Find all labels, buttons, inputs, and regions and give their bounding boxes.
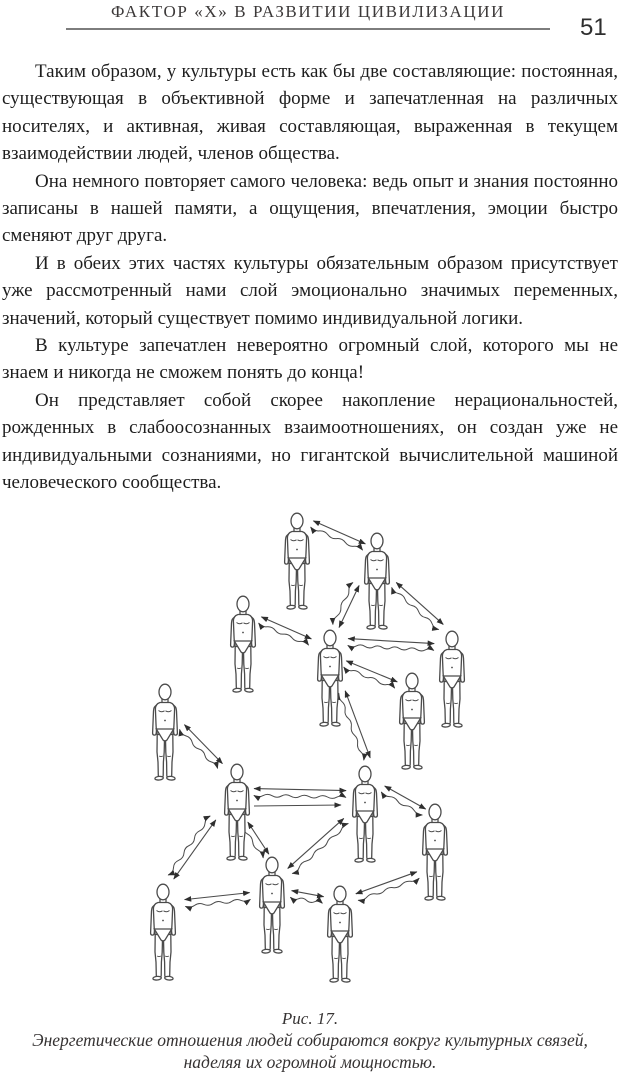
relation-arrow-straight <box>288 818 344 868</box>
relation-arrow-straight <box>313 521 365 544</box>
relation-arrow-wavy <box>392 588 439 630</box>
chapter-title: ФАКТОР «Х» В РАЗВИТИИ ЦИВИЛИЗАЦИИ <box>110 2 506 21</box>
figure-caption-line: наделяя их огромной мощностью. <box>183 1051 437 1072</box>
person-figure <box>318 630 343 726</box>
page-number: 51 <box>580 14 607 41</box>
person-figure <box>153 684 178 780</box>
relation-arrow-straight <box>174 820 216 879</box>
person-figure <box>440 631 465 727</box>
relation-arrow-wavy <box>311 527 363 550</box>
paragraph: И в обеих этих частях культуры обязательным образом присутствует уже рассмотренный нами слой эмоционально значимых переменных, значений, который существует помимо индивидуальной логики. <box>2 252 618 329</box>
relation-arrow-straight <box>346 661 397 682</box>
relation-arrow-straight <box>184 725 222 764</box>
body-text <box>2 58 618 497</box>
figure-caption-title: Рис. 17. <box>281 1009 339 1028</box>
relation-arrow-wavy <box>348 645 434 651</box>
running-header <box>0 0 620 41</box>
relation-arrow-single <box>254 805 341 806</box>
relation-arrow-straight <box>254 789 346 791</box>
person-figure <box>231 596 256 692</box>
paragraph: Она немного повторяет самого человека: ведь опыт и знания постоянно записаны в нашей памяти, а ощущения, впечатления, эмоции быстро сменяют друг друга. <box>2 170 618 247</box>
person-figure <box>260 857 285 953</box>
relation-arrow-straight <box>261 617 311 639</box>
relation-arrow-straight <box>356 872 417 894</box>
relation-arrow-wavy <box>292 824 348 874</box>
figure-caption <box>0 1008 620 1073</box>
person-figure <box>225 764 250 860</box>
relation-arrow-wavy <box>339 693 364 760</box>
paragraph: Таким образом, у культуры есть как бы две составляющие: постоянная, существующая в объективной форме и запечатленная на различных носителях, и активная, живая составляющая, выраженная в текущем взаимодействии людей, членов общества. <box>2 61 618 165</box>
paragraph: Он представляет собой скорее накопление нерациональностей, рожденных в слабоосознанных взаимоотношениях, он создан уже не индивидуальными сознаниями, но гигантской вычислительной машиной человеческого сообщества. <box>2 389 618 494</box>
paragraph: В культуре запечатлен невероятно огромный слой, которого мы не знаем и никогда не сможем понять до конца! <box>2 335 618 384</box>
relation-arrow-straight <box>396 582 443 624</box>
person-figure <box>365 533 390 629</box>
relation-arrow-straight <box>248 822 269 854</box>
relation-arrow-wavy <box>185 899 250 907</box>
person-figure <box>423 804 448 900</box>
person-figure <box>328 886 353 982</box>
figure-diagram <box>0 505 620 1005</box>
person-figure <box>151 884 176 980</box>
person-figure <box>400 673 425 769</box>
relation-arrow-wavy <box>254 794 346 798</box>
relation-arrow-straight <box>185 893 250 900</box>
relation-arrow-wavy <box>180 729 218 768</box>
relation-arrow-straight <box>348 639 434 644</box>
person-figure <box>285 513 310 609</box>
person-figure <box>353 766 378 862</box>
relation-arrow-wavy <box>290 897 322 903</box>
relation-arrow-straight <box>292 891 324 897</box>
people-layer <box>151 513 465 982</box>
relation-arrow-wavy <box>168 816 210 875</box>
header-rule <box>66 0 550 30</box>
figure-caption-line: Энергетические отношения людей собираются вокруг культурных связей, <box>32 1030 588 1050</box>
